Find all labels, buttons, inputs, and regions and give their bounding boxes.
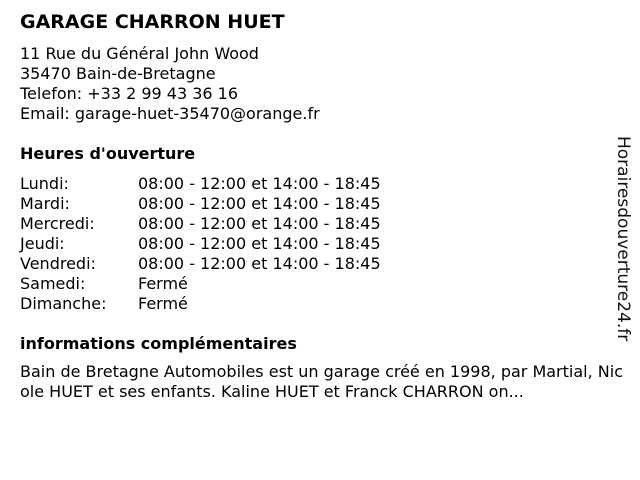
day-hours: 08:00 - 12:00 et 14:00 - 18:45 xyxy=(138,214,381,233)
day-hours: 08:00 - 12:00 et 14:00 - 18:45 xyxy=(138,174,381,193)
day-label: Mercredi: xyxy=(20,214,95,233)
phone: Telefon: +33 2 99 43 36 16 xyxy=(20,84,239,103)
hours-heading: Heures d'ouverture xyxy=(20,144,196,163)
hours-row-wednesday xyxy=(20,214,381,234)
day-hours: Fermé xyxy=(138,274,188,293)
day-label: Samedi: xyxy=(20,274,86,293)
day-label: Vendredi: xyxy=(20,254,96,273)
day-label: Dimanche: xyxy=(20,294,107,313)
hours-list xyxy=(20,174,381,314)
info-description: Bain de Bretagne Automobiles est un garage créé en 1998, par Martial, Nicole HUET et ses enfants. Kaline HUET et Franck CHARRON on... xyxy=(20,362,623,401)
email: Email: garage-huet-35470@orange.fr xyxy=(20,104,320,123)
day-hours: Fermé xyxy=(138,294,188,313)
city: 35470 Bain-de-Bretagne xyxy=(20,64,216,83)
day-hours: 08:00 - 12:00 et 14:00 - 18:45 xyxy=(138,254,381,273)
hours-row-tuesday xyxy=(20,194,381,214)
business-name: GARAGE CHARRON HUET xyxy=(20,11,285,33)
hours-row-thursday xyxy=(20,234,381,254)
hours-row-sunday xyxy=(20,294,381,314)
watermark: Horairesdouverture24.fr xyxy=(613,136,633,342)
info-heading: informations complémentaires xyxy=(20,334,297,353)
hours-row-monday xyxy=(20,174,381,194)
day-hours: 08:00 - 12:00 et 14:00 - 18:45 xyxy=(138,234,381,253)
street-address: 11 Rue du Général John Wood xyxy=(20,44,259,63)
hours-row-saturday xyxy=(20,274,381,294)
day-label: Jeudi: xyxy=(20,234,65,253)
day-hours: 08:00 - 12:00 et 14:00 - 18:45 xyxy=(138,194,381,213)
hours-row-friday xyxy=(20,254,381,274)
address-block xyxy=(20,44,320,124)
day-label: Mardi: xyxy=(20,194,70,213)
day-label: Lundi: xyxy=(20,174,69,193)
